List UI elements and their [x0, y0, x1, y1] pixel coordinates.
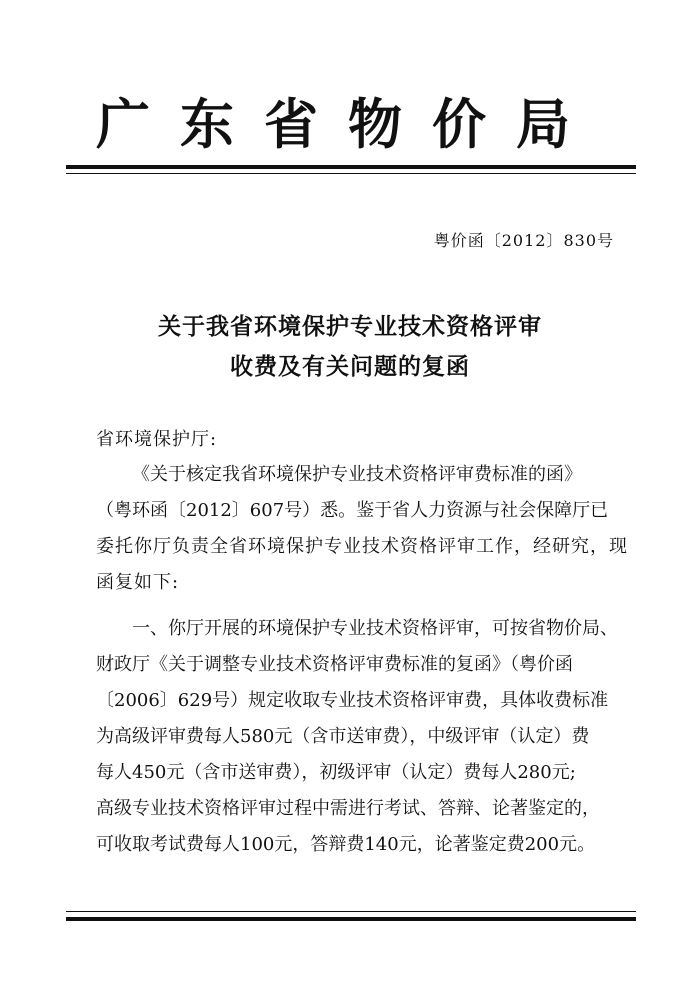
body-line: 可收取考试费每人100元，答辩费140元，论著鉴定费200元。 [96, 834, 596, 855]
footer-rule-thin [66, 911, 636, 912]
body-line: 为高级评审费每人580元（含市送审费），中级评审（认定）费 [96, 726, 590, 747]
header-rule-thick [66, 165, 636, 169]
header-rule-thin [66, 173, 636, 174]
addressee: 省环境保护厅: [96, 429, 218, 450]
document-title-line-2: 收费及有关问题的复函 [230, 353, 470, 380]
document-number: 粤价函〔2012〕830号 [433, 231, 614, 250]
body-line: 一、你厅开展的环境保护专业技术资格评审，可按省物价局、 [132, 618, 618, 639]
body-line: 〔2006〕629号）规定收取专业技术资格评审费，具体收费标准 [96, 690, 609, 711]
footer-rule-thick [66, 917, 636, 921]
body-line: 财政厅《关于调整专业技术资格评审费标准的复函》（粤价函 [96, 654, 573, 675]
issuing-authority-title: 广东省物价局 [96, 92, 600, 156]
body-line: 每人450元（含市送审费），初级评审（认定）费每人280元; [96, 762, 576, 783]
body-line: 委托你厅负责全省环境保护专业技术资格评审工作，经研究，现 [96, 536, 628, 557]
body-line: 函复如下: [96, 572, 180, 593]
body-line: 《关于核定我省环境保护专业技术资格评审费标准的函》 [132, 464, 582, 485]
body-line: （粤环函〔2012〕607号）悉。鉴于省人力资源与社会保障厅已 [96, 500, 609, 521]
body-line: 高级专业技术资格评审过程中需进行考试、答辩、论著鉴定的， [96, 798, 600, 819]
document-title-line-1: 关于我省环境保护专业技术资格评审 [158, 313, 542, 340]
